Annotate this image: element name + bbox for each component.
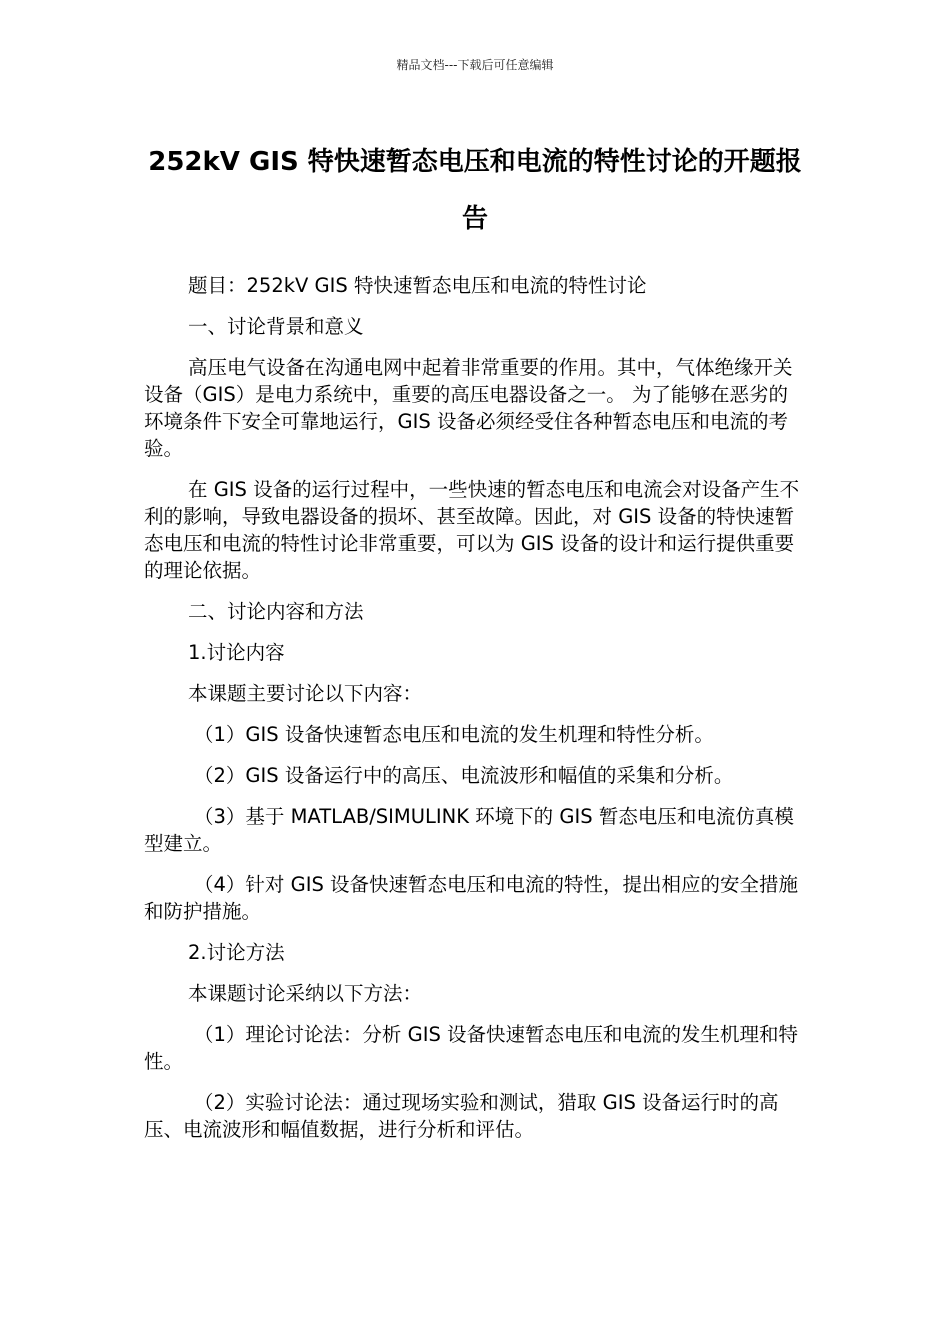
paragraph-topic: 题目：252kV GIS 特快速暂态电压和电流的特性讨论 bbox=[188, 274, 647, 297]
list-item-method-1: （1）理论讨论法：分析 GIS 设备快速暂态电压和电流的发生机理和特性。 bbox=[144, 1023, 799, 1073]
document-title: 252kV GIS 特快速暂态电压和电流的特性讨论的开题报告 bbox=[148, 147, 802, 234]
list-item-content-4: （4）针对 GIS 设备快速暂态电压和电流的特性，提出相应的安全措施和防护措施。 bbox=[144, 873, 799, 923]
subheading-content: 1.讨论内容 bbox=[188, 641, 285, 664]
document-body bbox=[144, 272, 806, 1157]
subheading-method: 2.讨论方法 bbox=[188, 941, 285, 964]
section-heading-background: 一、讨论背景和意义 bbox=[188, 315, 364, 338]
list-item-content-2: （2）GIS 设备运行中的高压、电流波形和幅值的采集和分析。 bbox=[194, 764, 734, 787]
list-item-content-3: （3）基于 MATLAB/SIMULINK 环境下的 GIS 暂态电压和电流仿真模型建立。 bbox=[144, 805, 794, 855]
paragraph-background-2: 在 GIS 设备的运行过程中，一些快速的暂态电压和电流会对设备产生不利的影响，导致电器设备的损坏、甚至故障。因此，对 GIS 设备的特快速暂态电压和电流的特性讨论非常重要，可以为 GIS 设备的设计和运行提供重要的理论依据。 bbox=[144, 478, 800, 582]
paragraph-background-1: 高压电气设备在沟通电网中起着非常重要的作用。其中，气体绝缘开关设备（GIS）是电力系统中，重要的高压电器设备之一。 为了能够在恶劣的环境条件下安全可靠地运行，GIS 设备必须经受住各种暂态电压和电流的考验。 bbox=[144, 356, 793, 460]
list-item-method-2: （2）实验讨论法：通过现场实验和测试，猎取 GIS 设备运行时的高压、电流波形和幅值数据，进行分析和评估。 bbox=[144, 1091, 779, 1141]
paragraph-content-intro: 本课题主要讨论以下内容： bbox=[188, 682, 423, 705]
list-item-content-1: （1）GIS 设备快速暂态电压和电流的发生机理和特性分析。 bbox=[194, 723, 714, 746]
section-heading-content-method: 二、讨论内容和方法 bbox=[188, 600, 364, 623]
paragraph-method-intro: 本课题讨论采纳以下方法： bbox=[188, 982, 423, 1005]
header-watermark: 精品文档---下载后可任意编辑 bbox=[396, 58, 554, 72]
